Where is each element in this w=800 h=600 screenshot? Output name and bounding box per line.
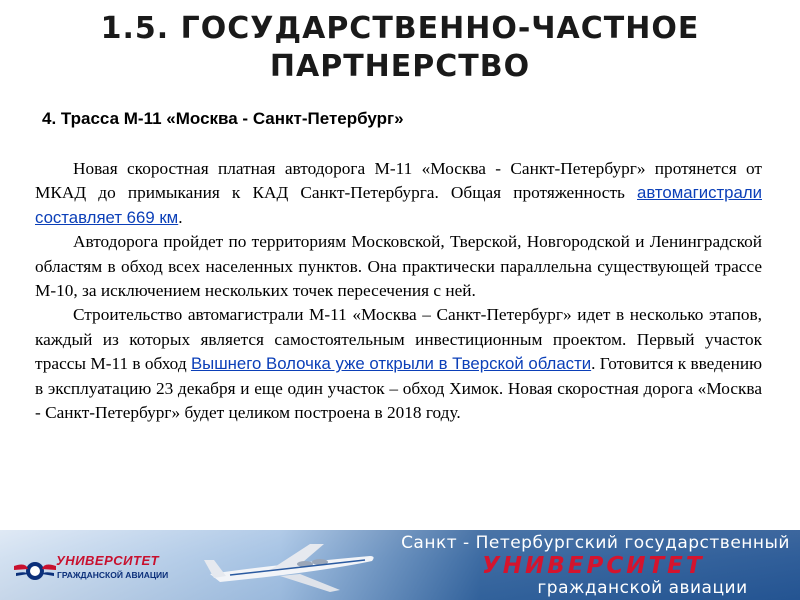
university-logo <box>4 542 176 594</box>
paragraph-1 <box>35 157 762 230</box>
section-subtitle: 4. Трасса М-11 «Москва - Санкт-Петербург» <box>42 109 404 128</box>
paragraph-1-link[interactable]: автомагистрали составляет 669 км <box>35 183 762 227</box>
slide-title-line2: ПАРТНЕРСТВО <box>269 49 531 84</box>
paragraph-3 <box>35 303 762 425</box>
footer-university-line2: УНИВЕРСИТЕТ <box>482 553 705 579</box>
logo-civil-text: ГРАЖДАНСКОЙ АВИАЦИИ <box>57 570 169 580</box>
paragraph-2: Автодорога пройдет по территориям Московской, Тверской, Новгородской и Ленинградской областям в обход всех населенных пунктов. Она практически параллельна существующей трассе М-10, за исключением нескольких точек пересечения с ней. <box>35 232 762 301</box>
body-text <box>35 157 762 425</box>
slide-title-line1: 1.5. ГОСУДАРСТВЕННО-ЧАСТНОЕ <box>100 11 700 46</box>
paragraph-1-tail: . <box>178 207 183 227</box>
footer-university-line3: гражданской авиации <box>537 578 748 598</box>
slide-title <box>60 10 740 86</box>
wings-emblem-icon <box>14 556 56 586</box>
paragraph-1-text: Новая скоростная платная автодорога М-11 «Москва - Санкт-Петербург» протянется от МКАД до примыкания к КАД Санкт-Петербурга. Общая протяженность <box>35 159 762 203</box>
footer-banner <box>0 530 800 600</box>
paragraph-3-link[interactable]: Вышнего Волочка уже открыли в Тверской области <box>190 354 592 374</box>
footer-university-line1: Санкт - Петербургский государственный <box>401 533 790 553</box>
logo-university-text: УНИВЕРСИТЕТ <box>56 553 160 568</box>
paragraph-3-text: Строительство автомагистрали М-11 «Москва – Санкт-Петербург» идет в несколько этапов, каждый из которых является самостоятельным инвестиционным проектом. Первый участок трассы М-11 в обход <box>35 305 762 374</box>
paragraph-3-tail: . Готовится к введению в эксплуатацию 23 декабря и еще один участок – обход Химок. Новая скоростная дорога «Москва - Санкт-Петербург» будет целиком построена в 2018 году. <box>35 354 762 423</box>
